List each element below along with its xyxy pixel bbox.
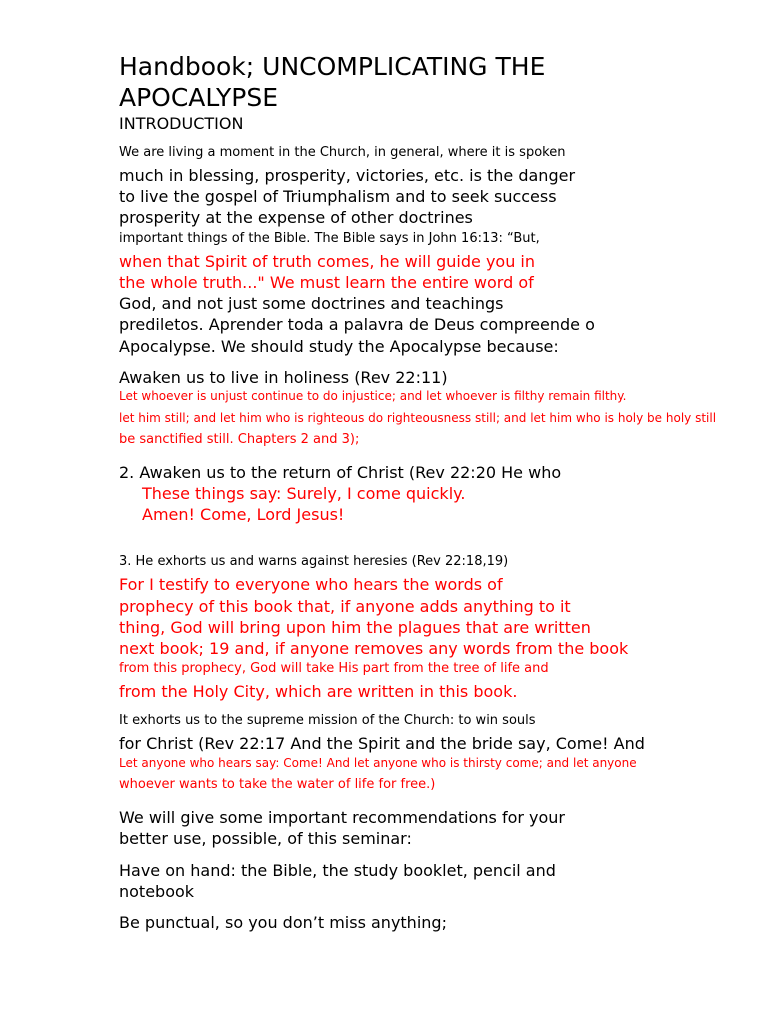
point3-scripture-line-1: For I testify to everyone who hears the words of	[119, 575, 503, 594]
point4-line-1: It exhorts us to the supreme mission of the Church: to win souls	[119, 713, 536, 728]
recommend-line-4: notebook	[119, 882, 195, 901]
section-heading: INTRODUCTION	[119, 114, 244, 133]
intro-line-1: We are living a moment in the Church, in general, where it is spoken	[119, 145, 566, 160]
point2-heading: 2. Awaken us to the return of Christ (Rev 22:20 He who	[119, 463, 562, 482]
point1-scripture-line-1: Let whoever is unjust continue to do injustice; and let whoever is filthy remain filthy.	[119, 389, 627, 403]
point3-scripture-line-2: prophecy of this book that, if anyone adds anything to it	[119, 597, 571, 616]
point4-scripture-line-1: Let anyone who hears say: Come! And let anyone who is thirsty come; and let anyone	[119, 756, 637, 770]
intro-line-3: to live the gospel of Triumphalism and to seek success	[119, 187, 557, 206]
intro-line-9: prediletos. Aprender toda a palavra de Deus compreende o	[119, 315, 595, 334]
point1-scripture-line-2: let him still; and let him who is righteous do righteousness still; and let him who is holy be holy still	[119, 411, 717, 425]
point3-scripture-line-6: from the Holy City, which are written in this book.	[119, 682, 518, 701]
point3-scripture-line-3: thing, God will bring upon him the plagues that are written	[119, 618, 591, 637]
intro-line-10: Apocalypse. We should study the Apocalypse because:	[119, 337, 559, 356]
title-line-1: Handbook; UNCOMPLICATING THE	[119, 52, 546, 81]
point2-scripture-line-1: These things say: Surely, I come quickly.	[142, 484, 466, 503]
recommend-line-3: Have on hand: the Bible, the study booklet, pencil and	[119, 861, 556, 880]
recommend-line-1: We will give some important recommendations for your	[119, 808, 565, 827]
point4-line-2: for Christ (Rev 22:17 And the Spirit and the bride say, Come! And	[119, 734, 645, 753]
point4-scripture-line-2: whoever wants to take the water of life for free.)	[119, 777, 436, 792]
point2-scripture-line-2: Amen! Come, Lord Jesus!	[142, 505, 345, 524]
point1-heading: Awaken us to live in holiness (Rev 22:11)	[119, 368, 448, 387]
scripture-john-line-1: when that Spirit of truth comes, he will guide you in	[119, 252, 536, 271]
point3-scripture-line-4: next book; 19 and, if anyone removes any words from the book	[119, 639, 629, 658]
recommend-line-5: Be punctual, so you don’t miss anything;	[119, 913, 447, 932]
title-line-2: APOCALYPSE	[119, 83, 279, 112]
intro-line-2: much in blessing, prosperity, victories, etc. is the danger	[119, 166, 576, 185]
recommend-line-2: better use, possible, of this seminar:	[119, 829, 412, 848]
scripture-john-line-2: the whole truth..." We must learn the entire word of	[119, 273, 534, 292]
point1-scripture-line-3: be sanctified still. Chapters 2 and 3);	[119, 432, 360, 447]
intro-line-4: prosperity at the expense of other doctrines	[119, 208, 473, 227]
intro-line-8: God, and not just some doctrines and teachings	[119, 294, 504, 313]
intro-line-5: important things of the Bible. The Bible says in John 16:13: “But,	[119, 231, 540, 246]
point3-heading: 3. He exhorts us and warns against heresies (Rev 22:18,19)	[119, 554, 509, 569]
point3-scripture-line-5: from this prophecy, God will take His part from the tree of life and	[119, 661, 549, 676]
